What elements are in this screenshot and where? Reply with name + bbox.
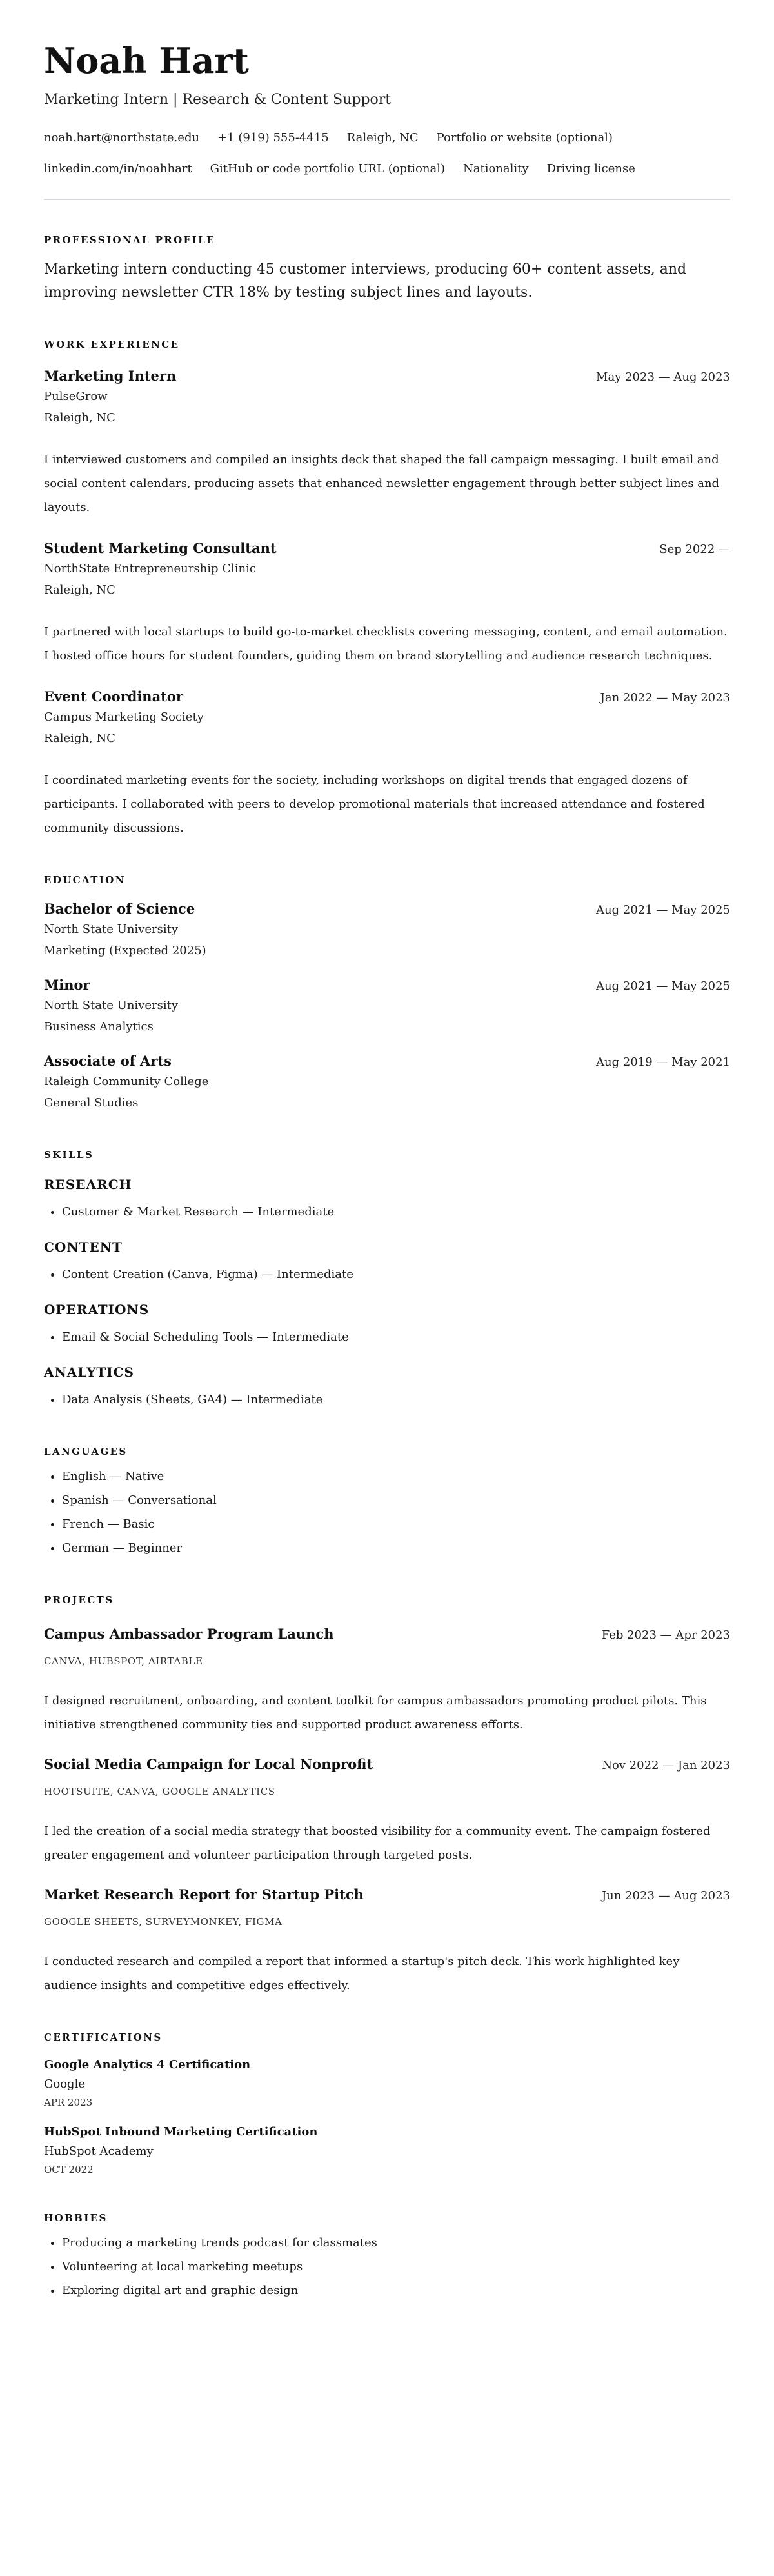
language-item: • English — Native (62, 1464, 730, 1488)
project-header (44, 1755, 730, 1775)
job-company: NorthState Entrepreneurship Clinic (44, 562, 256, 575)
skill-item: • Content Creation (Canva, Figma) — Intermediate (62, 1263, 730, 1286)
education-dates: Aug 2021 — May 2025 (596, 979, 730, 993)
skill-category: RESEARCH (44, 1177, 132, 1192)
education-header (44, 899, 730, 920)
language-item: • French — Basic (62, 1512, 730, 1536)
contact-item: Driving license (546, 162, 635, 175)
education-section (44, 874, 730, 1115)
job-location: Raleigh, NC (44, 732, 115, 745)
job-location: Raleigh, NC (44, 411, 115, 424)
education-header (44, 975, 730, 996)
section-divider (44, 199, 730, 200)
certification-issuer: Google (44, 2077, 85, 2091)
project-title: Social Media Campaign for Local Nonprofit (44, 1756, 373, 1772)
section-heading: HOBBIES (44, 2212, 108, 2224)
job-description: I interviewed customers and compiled an insights deck that shaped the fall campaign messaging. I built email and social content calendars, producing assets that enhanced newsletter engagement through better subject lines and layouts. (44, 453, 720, 514)
project-entry (44, 1624, 730, 1737)
skill-category: CONTENT (44, 1239, 123, 1255)
hobby-list (44, 2231, 730, 2302)
experience-section (44, 338, 730, 840)
contact-item: linkedin.com/in/noahhart (44, 162, 192, 175)
candidate-name: Noah Hart (44, 40, 249, 81)
institution: North State University (44, 999, 178, 1012)
section-heading: EDUCATION (44, 874, 126, 886)
project-title: Market Research Report for Startup Pitch (44, 1886, 364, 1902)
hobby-item: • Exploring digital art and graphic design (62, 2279, 730, 2302)
hobbies-section (44, 2212, 730, 2302)
contact-item: Nationality (463, 162, 529, 175)
certification-date: OCT 2022 (44, 2164, 94, 2175)
skill-list (44, 1325, 730, 1349)
profile-summary: Marketing intern conducting 45 customer interviews, producing 60+ content assets, and improving newsletter CTR 18% by testing subject lines and layouts. (44, 261, 687, 301)
job-header (44, 687, 730, 708)
job-title: Student Marketing Consultant (44, 540, 277, 556)
certification-entry (44, 2055, 730, 2111)
institution: North State University (44, 923, 178, 936)
section-heading: PROJECTS (44, 1594, 114, 1606)
skills-section (44, 1148, 730, 1412)
certification-title: Google Analytics 4 Certification (44, 2058, 251, 2072)
degree-title: Bachelor of Science (44, 901, 195, 917)
certifications-section (44, 2031, 730, 2178)
hobby-item: • Producing a marketing trends podcast for classmates (62, 2231, 730, 2255)
project-dates: Nov 2022 — Jan 2023 (602, 1759, 730, 1772)
project-description: I designed recruitment, onboarding, and content toolkit for campus ambassadors promoting product pilots. This initiative strengthened community ties and supported product awareness efforts. (44, 1694, 707, 1732)
job-dates: Jan 2022 — May 2023 (600, 691, 730, 704)
project-entry (44, 1755, 730, 1867)
resume-header (44, 40, 730, 200)
project-title: Campus Ambassador Program Launch (44, 1626, 334, 1642)
profile-section (44, 234, 730, 305)
project-tools: GOOGLE SHEETS, SURVEYMONKEY, FIGMA (44, 1916, 283, 1928)
hobby-item: • Volunteering at local marketing meetups (62, 2255, 730, 2279)
languages-section (44, 1445, 730, 1560)
project-tools: HOOTSUITE, CANVA, GOOGLE ANALYTICS (44, 1786, 275, 1797)
section-heading: SKILLS (44, 1149, 94, 1161)
job-company: PulseGrow (44, 390, 108, 403)
contact-item: +1 (919) 555-4415 (217, 131, 329, 145)
contact-item: Portfolio or website (optional) (436, 131, 613, 145)
skill-list (44, 1200, 730, 1224)
skill-category: ANALYTICS (44, 1364, 134, 1380)
section-heading: LANGUAGES (44, 1446, 128, 1457)
project-entry (44, 1885, 730, 1997)
skill-category: OPERATIONS (44, 1302, 150, 1317)
job-company: Campus Marketing Society (44, 710, 204, 724)
project-header (44, 1885, 730, 1906)
project-header (44, 1624, 730, 1645)
project-description: I led the creation of a social media strategy that boosted visibility for a community event. The campaign fostered greater engagement and volunteer participation through targeted posts. (44, 1824, 711, 1862)
skill-item: • Email & Social Scheduling Tools — Intermediate (62, 1325, 730, 1349)
projects-section (44, 1593, 730, 1997)
language-item: • Spanish — Conversational (62, 1488, 730, 1512)
job-dates: Sep 2022 — (659, 543, 730, 556)
candidate-title: Marketing Intern | Research & Content Support (44, 92, 392, 108)
job-title: Marketing Intern (44, 368, 177, 384)
contact-item: GitHub or code portfolio URL (optional) (210, 162, 445, 175)
job-location: Raleigh, NC (44, 583, 115, 597)
field-of-study: Marketing (Expected 2025) (44, 944, 206, 957)
education-header (44, 1052, 730, 1072)
education-entry (44, 975, 730, 1039)
section-heading: WORK EXPERIENCE (44, 339, 180, 350)
skill-item: • Customer & Market Research — Intermediate (62, 1200, 730, 1224)
section-heading: CERTIFICATIONS (44, 2032, 163, 2043)
contact-item: noah.hart@northstate.edu (44, 131, 200, 145)
certification-date: APR 2023 (44, 2097, 93, 2108)
job-header (44, 366, 730, 387)
section-heading: PROFESSIONAL PROFILE (44, 234, 215, 246)
job-description: I coordinated marketing events for the society, including workshops on digital trends that engaged dozens of participants. I collaborated with peers to develop promotional materials that increased attendance and fostered community discussions. (44, 774, 705, 835)
job-entry (44, 539, 730, 668)
education-dates: Aug 2019 — May 2021 (596, 1055, 730, 1069)
field-of-study: General Studies (44, 1096, 139, 1110)
education-entry (44, 1052, 730, 1115)
institution: Raleigh Community College (44, 1075, 209, 1088)
job-entry (44, 366, 730, 519)
skill-item: • Data Analysis (Sheets, GA4) — Intermediate (62, 1388, 730, 1412)
skill-list (44, 1388, 730, 1412)
language-item: • German — Beginner (62, 1536, 730, 1560)
job-description: I partnered with local startups to build go-to-market checklists covering messaging, content, and email automation. I hosted office hours for student founders, guiding them on brand storytelling and audience research techniques. (44, 625, 728, 663)
job-title: Event Coordinator (44, 688, 183, 704)
project-dates: Feb 2023 — Apr 2023 (601, 1628, 730, 1642)
education-entry (44, 899, 730, 963)
contact-item: Raleigh, NC (346, 131, 419, 145)
project-description: I conducted research and compiled a report that informed a startup's pitch deck. This work highlighted key audience insights and competitive edges effectively. (44, 1955, 680, 1992)
project-dates: Jun 2023 — Aug 2023 (601, 1889, 730, 1902)
field-of-study: Business Analytics (44, 1020, 154, 1033)
language-list (44, 1464, 730, 1560)
certification-issuer: HubSpot Academy (44, 2144, 154, 2158)
job-entry (44, 687, 730, 840)
contact-info (44, 123, 730, 185)
skill-list (44, 1263, 730, 1286)
degree-title: Associate of Arts (44, 1053, 172, 1069)
job-dates: May 2023 — Aug 2023 (596, 370, 730, 384)
degree-title: Minor (44, 977, 90, 993)
education-dates: Aug 2021 — May 2025 (596, 903, 730, 917)
job-header (44, 539, 730, 559)
certification-entry (44, 2122, 730, 2178)
certification-title: HubSpot Inbound Marketing Certification (44, 2125, 318, 2139)
project-tools: CANVA, HUBSPOT, AIRTABLE (44, 1655, 203, 1667)
